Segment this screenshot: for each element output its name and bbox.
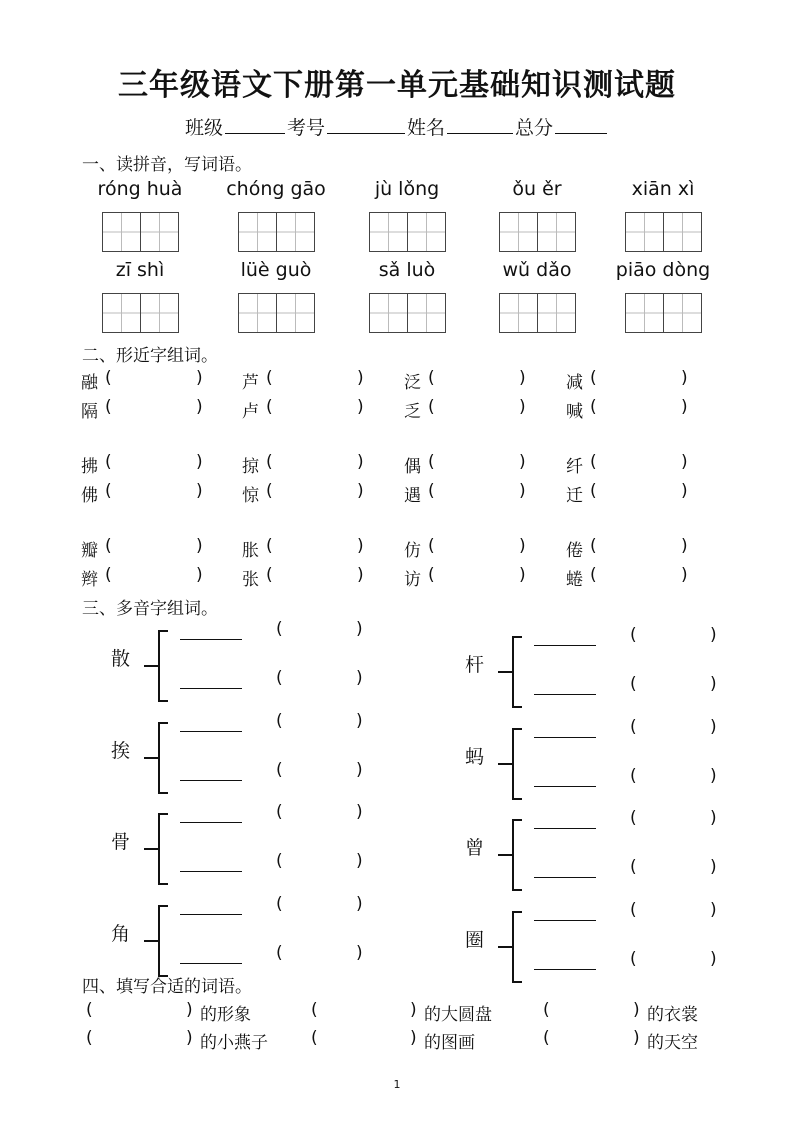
bracket [512,728,522,800]
pinyin-answer-line[interactable] [534,957,596,970]
target-character: 惊 [242,486,259,506]
polyphone-character: 角 [111,923,131,945]
polyphone-character: 挨 [111,740,131,762]
right-paren: ) [357,481,364,501]
left-paren: ( [276,619,283,639]
right-paren: ) [186,1000,193,1020]
left-paren: ( [428,397,435,417]
word-answer-blank[interactable] [644,674,706,696]
right-paren: ) [357,565,364,585]
right-paren: ) [519,397,526,417]
target-character: 乏 [404,402,421,422]
word-answer-blank[interactable] [644,949,706,971]
grid-cell [277,294,314,332]
info-blank-3[interactable] [555,115,607,134]
right-paren: ) [357,397,364,417]
phrase-suffix: 的大圆盘 [424,1005,492,1025]
writing-grid[interactable] [625,293,702,333]
bracket [158,813,168,885]
grid-cell [408,213,445,251]
word-answer-blank[interactable] [644,717,706,739]
pinyin-answer-line[interactable] [534,725,596,738]
word-answer-blank[interactable] [555,1000,631,1022]
pinyin-answer-line[interactable] [534,774,596,787]
grid-cell [141,294,178,332]
right-paren: ) [356,619,363,639]
info-blank-1[interactable] [327,115,405,134]
right-paren: ) [710,625,717,645]
pinyin-label: jù lǒng [374,178,440,200]
answer-blank[interactable] [278,481,358,503]
student-info-line [0,113,794,140]
bracket-stem [498,854,512,856]
bracket [158,905,168,977]
writing-grid[interactable] [102,212,179,252]
right-paren: ) [186,1028,193,1048]
bracket-stem [498,946,512,948]
grid-cell [103,294,141,332]
answer-blank[interactable] [278,536,358,558]
polyphone-character: 骨 [111,831,131,853]
right-paren: ) [710,857,717,877]
left-paren: ( [311,1028,318,1048]
target-character: 卢 [242,402,259,422]
target-character: 仿 [404,541,421,561]
answer-blank[interactable] [278,368,358,390]
left-paren: ( [590,397,597,417]
answer-blank[interactable] [602,481,682,503]
word-answer-blank[interactable] [644,808,706,830]
word-answer-blank[interactable] [98,1028,184,1050]
right-paren: ) [681,452,688,472]
right-paren: ) [710,717,717,737]
pinyin-answer-line[interactable] [180,627,242,640]
left-paren: ( [428,481,435,501]
right-paren: ) [710,674,717,694]
right-paren: ) [710,949,717,969]
grid-cell [408,294,445,332]
right-paren: ) [710,808,717,828]
left-paren: ( [543,1000,550,1020]
word-answer-blank[interactable] [644,766,706,788]
left-paren: ( [266,397,273,417]
target-character: 辫 [81,570,98,590]
info-label-0: 班级 [184,117,223,139]
section2-heading: 二、形近字组词。 [82,346,218,366]
section4-heading: 四、填写合适的词语。 [82,977,252,997]
right-paren: ) [196,368,203,388]
right-paren: ) [410,1000,417,1020]
pinyin-answer-line[interactable] [180,902,242,915]
left-paren: ( [276,802,283,822]
phrase-suffix: 的小燕子 [200,1033,268,1053]
answer-blank[interactable] [278,452,358,474]
left-paren: ( [105,397,112,417]
left-paren: ( [590,565,597,585]
target-character: 融 [81,373,98,393]
phrase-suffix: 的衣裳 [647,1005,698,1025]
bracket [512,636,522,708]
answer-blank[interactable] [440,481,520,503]
answer-blank[interactable] [440,397,520,419]
left-paren: ( [428,536,435,556]
left-paren: ( [630,674,637,694]
bracket-stem [144,757,158,759]
bracket-stem [144,848,158,850]
grid-cell [239,294,277,332]
writing-grid[interactable] [369,212,446,252]
answer-blank[interactable] [602,397,682,419]
grid-cell [664,213,701,251]
left-paren: ( [630,766,637,786]
right-paren: ) [681,481,688,501]
polyphone-character: 蚂 [465,746,485,768]
left-paren: ( [630,857,637,877]
answer-blank[interactable] [602,565,682,587]
right-paren: ) [196,481,203,501]
answer-blank[interactable] [602,452,682,474]
grid-cell [538,213,575,251]
right-paren: ) [356,802,363,822]
writing-grid[interactable] [499,293,576,333]
target-character: 掠 [242,457,259,477]
left-paren: ( [105,565,112,585]
pinyin-answer-line[interactable] [180,676,242,689]
grid-cell [277,213,314,251]
phrase-suffix: 的天空 [647,1033,698,1053]
answer-blank[interactable] [117,481,197,503]
word-answer-blank[interactable] [290,711,352,733]
target-character: 迁 [566,486,583,506]
grid-cell [370,213,408,251]
right-paren: ) [196,565,203,585]
target-character: 张 [242,570,259,590]
pinyin-answer-line[interactable] [180,951,242,964]
writing-grid[interactable] [369,293,446,333]
word-answer-blank[interactable] [644,625,706,647]
right-paren: ) [357,452,364,472]
right-paren: ) [519,368,526,388]
phrase-suffix: 的图画 [424,1033,475,1053]
grid-cell [103,213,141,251]
left-paren: ( [266,565,273,585]
bracket-stem [144,940,158,942]
bracket-stem [144,665,158,667]
polyphone-character: 圈 [465,929,485,951]
pinyin-label: xiān xì [631,178,695,200]
left-paren: ( [266,368,273,388]
left-paren: ( [630,717,637,737]
left-paren: ( [590,536,597,556]
right-paren: ) [410,1028,417,1048]
target-character: 喊 [566,402,583,422]
polyphone-character: 曾 [465,837,485,859]
right-paren: ) [710,900,717,920]
answer-blank[interactable] [117,565,197,587]
grid-cell [538,294,575,332]
word-answer-blank[interactable] [98,1000,184,1022]
target-character: 拂 [81,457,98,477]
pinyin-label: chóng gāo [226,178,326,200]
left-paren: ( [105,481,112,501]
grid-cell [626,294,664,332]
right-paren: ) [356,711,363,731]
writing-grid[interactable] [238,212,315,252]
grid-cell [626,213,664,251]
right-paren: ) [357,368,364,388]
pinyin-answer-line[interactable] [534,816,596,829]
pinyin-label: ǒu ěr [512,178,562,200]
right-paren: ) [681,397,688,417]
target-character: 减 [566,373,583,393]
word-answer-blank[interactable] [290,668,352,690]
pinyin-answer-line[interactable] [534,908,596,921]
answer-blank[interactable] [602,536,682,558]
right-paren: ) [357,536,364,556]
answer-blank[interactable] [278,565,358,587]
right-paren: ) [196,536,203,556]
left-paren: ( [105,452,112,472]
answer-blank[interactable] [440,368,520,390]
phrase-suffix: 的形象 [200,1005,251,1025]
word-answer-blank[interactable] [290,619,352,641]
pinyin-label: lüè guò [240,259,312,281]
left-paren: ( [428,368,435,388]
right-paren: ) [710,766,717,786]
writing-grid[interactable] [499,212,576,252]
answer-blank[interactable] [117,368,197,390]
left-paren: ( [630,808,637,828]
right-paren: ) [356,668,363,688]
left-paren: ( [266,481,273,501]
target-character: 纤 [566,457,583,477]
left-paren: ( [311,1000,318,1020]
pinyin-answer-line[interactable] [534,865,596,878]
right-paren: ) [633,1000,640,1020]
grid-cell [500,294,538,332]
left-paren: ( [630,625,637,645]
answer-blank[interactable] [602,368,682,390]
left-paren: ( [266,536,273,556]
writing-grid[interactable] [238,293,315,333]
word-answer-blank[interactable] [644,900,706,922]
target-character: 芦 [242,373,259,393]
left-paren: ( [266,452,273,472]
word-answer-blank[interactable] [323,1000,408,1022]
polyphone-character: 散 [111,648,131,670]
page-title: 三年级语文下册第一单元基础知识测试题 [118,68,676,103]
right-paren: ) [681,565,688,585]
answer-blank[interactable] [117,452,197,474]
left-paren: ( [428,565,435,585]
writing-grid[interactable] [625,212,702,252]
bracket [512,819,522,891]
page-number: 1 [393,1078,401,1091]
left-paren: ( [86,1000,93,1020]
info-label-3: 总分 [515,117,554,139]
bracket-stem [498,763,512,765]
pinyin-label: sǎ luò [378,259,436,281]
bracket [158,630,168,702]
answer-blank[interactable] [440,536,520,558]
left-paren: ( [428,452,435,472]
right-paren: ) [633,1028,640,1048]
grid-cell [664,294,701,332]
left-paren: ( [590,452,597,472]
target-character: 胀 [242,541,259,561]
target-character: 倦 [566,541,583,561]
left-paren: ( [543,1028,550,1048]
target-character: 蜷 [566,570,583,590]
word-answer-blank[interactable] [290,894,352,916]
word-answer-blank[interactable] [323,1028,408,1050]
pinyin-answer-line[interactable] [534,633,596,646]
right-paren: ) [519,452,526,472]
left-paren: ( [105,368,112,388]
answer-blank[interactable] [117,536,197,558]
left-paren: ( [86,1028,93,1048]
info-blank-2[interactable] [447,115,513,134]
right-paren: ) [519,481,526,501]
left-paren: ( [276,668,283,688]
word-answer-blank[interactable] [290,851,352,873]
right-paren: ) [681,368,688,388]
right-paren: ) [356,894,363,914]
word-answer-blank[interactable] [290,802,352,824]
target-character: 瓣 [81,541,98,561]
info-label-1: 考号 [286,117,325,139]
left-paren: ( [630,900,637,920]
pinyin-label: piāo dòng [615,259,711,281]
left-paren: ( [276,711,283,731]
right-paren: ) [356,943,363,963]
target-character: 佛 [81,486,98,506]
pinyin-label: zī shì [115,259,165,281]
pinyin-answer-line[interactable] [180,719,242,732]
right-paren: ) [196,397,203,417]
pinyin-answer-line[interactable] [180,810,242,823]
left-paren: ( [105,536,112,556]
answer-blank[interactable] [278,397,358,419]
left-paren: ( [276,851,283,871]
left-paren: ( [276,943,283,963]
pinyin-answer-line[interactable] [180,768,242,781]
right-paren: ) [681,536,688,556]
target-character: 访 [404,570,421,590]
writing-grid[interactable] [102,293,179,333]
left-paren: ( [276,894,283,914]
answer-blank[interactable] [440,565,520,587]
grid-cell [239,213,277,251]
target-character: 泛 [404,373,421,393]
answer-blank[interactable] [440,452,520,474]
info-blank-0[interactable] [225,115,285,134]
right-paren: ) [356,760,363,780]
bracket [512,911,522,983]
right-paren: ) [519,536,526,556]
left-paren: ( [590,368,597,388]
pinyin-label: wǔ dǎo [502,259,572,281]
grid-cell [370,294,408,332]
word-answer-blank[interactable] [555,1028,631,1050]
word-answer-blank[interactable] [290,760,352,782]
grid-cell [141,213,178,251]
left-paren: ( [590,481,597,501]
pinyin-label: róng huà [97,178,183,200]
left-paren: ( [630,949,637,969]
answer-blank[interactable] [117,397,197,419]
right-paren: ) [196,452,203,472]
bracket [158,722,168,794]
target-character: 隔 [81,402,98,422]
word-answer-blank[interactable] [290,943,352,965]
right-paren: ) [519,565,526,585]
word-answer-blank[interactable] [644,857,706,879]
section1-heading: 一、读拼音，写词语。 [82,155,252,175]
info-label-2: 姓名 [407,117,446,139]
section3-heading: 三、多音字组词。 [82,599,218,619]
pinyin-answer-line[interactable] [534,682,596,695]
target-character: 遇 [404,486,421,506]
left-paren: ( [276,760,283,780]
grid-cell [500,213,538,251]
polyphone-character: 杆 [465,654,485,676]
bracket-stem [498,671,512,673]
right-paren: ) [356,851,363,871]
pinyin-answer-line[interactable] [180,859,242,872]
target-character: 偶 [404,457,421,477]
